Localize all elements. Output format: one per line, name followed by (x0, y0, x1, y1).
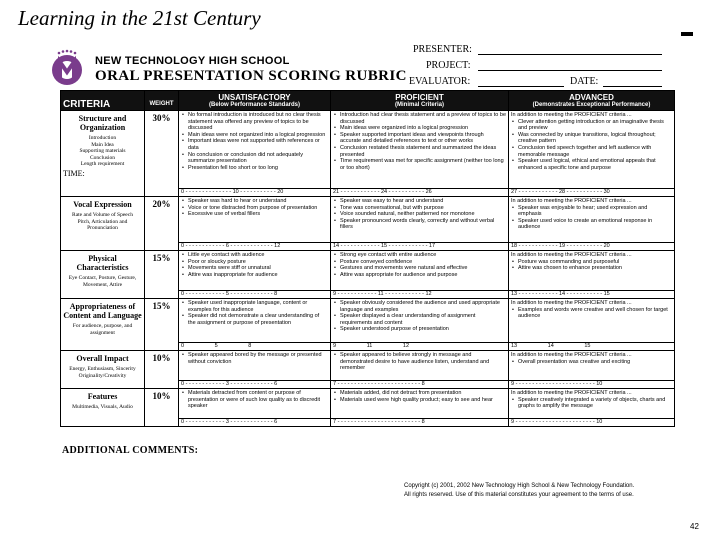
proficient-score-scale[interactable]: 9 - - - - - - - - - - - - 11 - - - - - - - - - - - - 12 (331, 291, 509, 299)
copyright-line: Copyright (c) 2001, 2002 New Technology High School & New Technology Foundation. (404, 483, 635, 489)
unsatisfactory-cell (179, 351, 331, 381)
rubric-row (61, 351, 675, 381)
proficient-subtitle: (Minimal Criteria) (394, 102, 444, 108)
advanced-cell (509, 299, 675, 343)
advanced-score-scale[interactable]: 9 - - - - - - - - - - - - - - - - - - - - - - - - 10 (509, 381, 675, 389)
unsatisfactory-title: UNSATISFACTORY (218, 93, 291, 102)
copyright-terms: All rights reserved. Use of this material constitutes your agreement to the terms of use. (404, 492, 634, 498)
proficient-cell (331, 251, 509, 291)
evaluator-label: EVALUATOR: (409, 76, 471, 87)
criterion-bullet: • Excessive use of verbal fillers (181, 211, 328, 218)
criterion-bullet: • No formal introduction is introduced but no clear thesis statement was offered any preview of topics to be discussed (181, 112, 328, 132)
criterion-bullet: • Speaker used voice to create an emotional response in audience (511, 218, 672, 231)
criterion-bullet: • Examples and words were creative and well chosen for target audience (511, 307, 672, 320)
criterion-name: Structure and Organization (78, 114, 127, 132)
criterion-details: Eye Contact, Posture, Gesture, Movement, Attire (68, 275, 137, 288)
criterion-bullet: • Speaker appeared to believe strongly in message and demonstrated desire to have audience listen, understand and remember (333, 352, 506, 372)
rubric-row (61, 111, 675, 189)
criterion-name: Physical Characteristics (76, 254, 129, 272)
proficient-score-scale[interactable]: 14 - - - - - - - - - - - - 15 - - - - - - - - - - - - 17 (331, 243, 509, 251)
criterion-bullet: • Main ideas were not organized into a logical progression (181, 132, 328, 139)
criterion-bullet: • Presentation fell too short or too long (181, 165, 328, 172)
proficient-cell (331, 197, 509, 243)
unsatisfactory-cell (179, 197, 331, 243)
criterion-bullet: • Voice or tone distracted from purpose of presentation (181, 205, 328, 212)
criterion-bullet: • Speaker obviously considered the audience and used appropriate language and examples (333, 300, 506, 313)
advanced-intro: In addition to meeting the PROFICIENT criteria ... (511, 252, 632, 258)
rubric-row (61, 197, 675, 243)
criterion-name: Vocal Expression (73, 200, 132, 209)
criterion-bullet: • Speaker appeared bored by the message or presented without conviction (181, 352, 328, 365)
advanced-score-scale[interactable]: 18 - - - - - - - - - - - - 19 - - - - - - - - - - - 20 (509, 243, 675, 251)
unsatisfactory-cell (179, 389, 331, 419)
unsatisfactory-score-scale[interactable]: 0 - - - - - - - - - - - - 6 - - - - - - - - - - - - - 12 (179, 243, 331, 251)
weight-cell: 30% (145, 111, 179, 197)
unsatisfactory-score-scale[interactable]: 0 - - - - - - - - - - - - 3 - - - - - - - - - - - - - 6 (179, 419, 331, 427)
proficient-header (331, 91, 509, 111)
advanced-cell (509, 111, 675, 189)
time-label: TIME: (63, 168, 85, 178)
proficient-cell (331, 389, 509, 419)
rubric-row (61, 251, 675, 291)
unsatisfactory-score-scale[interactable]: 0 - - - - - - - - - - - - 5 - - - - - - - - - - - - - 8 (179, 291, 331, 299)
criterion-bullet: • Materials added, did not detract from presentation (333, 390, 506, 397)
criterion-bullet: • Speaker was enjoyable to hear; used expression and emphasis (511, 205, 672, 218)
criterion-cell (61, 251, 145, 299)
unsatisfactory-header (179, 91, 331, 111)
proficient-score-scale[interactable]: 21 - - - - - - - - - - - - 24 - - - - - - - - - - - 26 (331, 189, 509, 197)
advanced-cell (509, 197, 675, 243)
project-field[interactable] (478, 70, 662, 71)
criterion-bullet: • Speaker was easy to hear and understand (333, 198, 506, 205)
evaluator-field[interactable] (478, 86, 564, 87)
advanced-cell (509, 351, 675, 381)
criterion-bullet: • Important ideas were not supported with references or data (181, 138, 328, 151)
proficient-cell (331, 299, 509, 343)
criterion-bullet: • Attire was chosen to enhance presentation (511, 265, 672, 272)
criterion-bullet: • Attire was inappropriate for audience (181, 272, 328, 279)
page-number: 42 (690, 522, 699, 531)
date-field[interactable] (603, 86, 662, 87)
criterion-details: Multimedia, Visuals, Audio (72, 404, 133, 410)
school-logo-icon (50, 48, 84, 88)
rubric-table (60, 90, 674, 440)
corner-mark (681, 32, 693, 36)
unsatisfactory-score-scale[interactable]: 0 5 8 (179, 343, 331, 351)
criterion-bullet: • Tone was conversational, but with purpose (333, 205, 506, 212)
advanced-header (509, 91, 675, 111)
rubric-title: ORAL PRESENTATION SCORING RUBRIC (95, 68, 407, 84)
unsatisfactory-cell (179, 111, 331, 189)
criterion-bullet: • Main ideas were organized into a logical progression (333, 125, 506, 132)
criterion-bullet: • Speaker supported important ideas and viewpoints through accurate and detailed references to text or other works (333, 132, 506, 145)
weight-cell: 10% (145, 389, 179, 427)
advanced-subtitle: (Demonstrates Exceptional Performance) (532, 102, 651, 108)
criterion-bullet: • Speaker creatively integrated a variety of objects, charts and graphs to amplify the message (511, 397, 672, 410)
criterion-bullet: • Movements were stiff or unnatural (181, 265, 328, 272)
criterion-details: Rate and Volume of Speech Pitch, Articulation and Pronunciation (72, 212, 133, 231)
criterion-name: Features (87, 392, 118, 401)
unsatisfactory-score-scale[interactable]: 0 - - - - - - - - - - - - 3 - - - - - - - - - - - - - 6 (179, 381, 331, 389)
criterion-details: Energy, Enthusiasm, Sincerity Originality/Creativity (69, 366, 136, 379)
date-label: DATE: (570, 76, 599, 87)
proficient-score-scale[interactable]: 7 - - - - - - - - - - - - - - - - - - - - - - - - - 8 (331, 419, 509, 427)
criterion-bullet: • Speaker understood purpose of presentation (333, 326, 506, 333)
criterion-bullet: • Speaker was hard to hear or understand (181, 198, 328, 205)
criterion-bullet: • No conclusion or conclusion did not adequately summarize presentation (181, 152, 328, 165)
weight-cell: 15% (145, 251, 179, 299)
weight-cell: 15% (145, 299, 179, 351)
criterion-details: Introduction Main Idea Supporting materials Conclusion Length requirement (79, 135, 126, 167)
proficient-cell (331, 351, 509, 381)
advanced-intro: In addition to meeting the PROFICIENT criteria ... (511, 390, 632, 396)
unsatisfactory-score-scale[interactable]: 0 - - - - - - - - - - - - - - 10 - - - - - - - - - - - 20 (179, 189, 331, 197)
weight-cell: 10% (145, 351, 179, 389)
criterion-bullet: • Speaker used inappropriate language, content or examples for this audience (181, 300, 328, 313)
advanced-intro: In addition to meeting the PROFICIENT criteria ... (511, 300, 632, 306)
weight-header: WEIGHT (145, 91, 179, 111)
slide-title: Learning in the 21st Century (18, 6, 261, 30)
criterion-bullet: • Conclusion tied speech together and left audience with memorable message (511, 145, 672, 158)
criterion-name: Appropriateness of Content and Language (63, 302, 142, 320)
advanced-cell (509, 389, 675, 419)
criterion-cell (61, 389, 145, 427)
advanced-title: ADVANCED (569, 93, 614, 102)
criterion-bullet: • Conclusion restated thesis statement and summarized the ideas presented (333, 145, 506, 158)
proficient-cell (331, 111, 509, 189)
unsatisfactory-subtitle: (Below Performance Standards) (208, 102, 301, 108)
criterion-cell (61, 197, 145, 251)
criterion-cell (61, 111, 145, 197)
criterion-bullet: • Posture conveyed confidence (333, 259, 506, 266)
advanced-cell (509, 251, 675, 291)
criterion-bullet: • Posture was commanding and purposeful (511, 259, 672, 266)
advanced-intro: In addition to meeting the PROFICIENT criteria ... (511, 198, 632, 204)
criterion-bullet: • Introduction had clear thesis statement and a preview of topics to be discussed (333, 112, 506, 125)
advanced-score-scale[interactable]: 13 - - - - - - - - - - - - 14 - - - - - - - - - - - 15 (509, 291, 675, 299)
criterion-bullet: • Strong eye contact with entire audience (333, 252, 506, 259)
school-name: NEW TECHNOLOGY HIGH SCHOOL (95, 55, 290, 67)
criterion-bullet: • Little eye contact with audience (181, 252, 328, 259)
advanced-score-scale[interactable]: 27 - - - - - - - - - - - - 28 - - - - - - - - - - - 30 (509, 189, 675, 197)
criterion-name: Overall Impact (76, 354, 129, 363)
advanced-intro: In addition to meeting the PROFICIENT criteria ... (511, 352, 632, 358)
table-header-row (61, 91, 675, 111)
criteria-header: CRITERIA (61, 91, 145, 111)
criterion-bullet: • Clever attention getting introduction or an imaginative thesis and preview (511, 119, 672, 132)
advanced-score-scale[interactable]: 13 14 15 (509, 343, 675, 351)
criterion-bullet: • Time requirement was met for specific assignment (neither too long or too short) (333, 158, 506, 171)
rubric-row (61, 299, 675, 343)
criterion-cell (61, 351, 145, 389)
criterion-bullet: • Voice sounded natural, neither patterned nor monotone (333, 211, 506, 218)
copyright-notice (404, 482, 704, 500)
criterion-bullet: • Overall presentation was creative and exciting (511, 359, 672, 366)
criterion-bullet: • Speaker used logical, ethical and emotional appeals that enhanced a specific tone and purpose (511, 158, 672, 171)
project-label: PROJECT: (426, 60, 471, 71)
proficient-score-scale[interactable]: 7 - - - - - - - - - - - - - - - - - - - - - - - - - 8 (331, 381, 509, 389)
unsatisfactory-cell (179, 299, 331, 343)
rubric-row (61, 389, 675, 419)
proficient-title: PROFICIENT (395, 93, 444, 102)
criterion-bullet: • Gestures and movements were natural and effective (333, 265, 506, 272)
presenter-field[interactable] (478, 54, 662, 55)
presenter-label: PRESENTER: (413, 44, 472, 55)
weight-cell: 20% (145, 197, 179, 251)
advanced-intro: In addition to meeting the PROFICIENT criteria ... (511, 112, 632, 118)
proficient-score-scale[interactable]: 9 11 12 (331, 343, 509, 351)
criterion-bullet: • Speaker did not demonstrate a clear understanding of the assignment or purpose of presentation (181, 313, 328, 326)
additional-comments-label: ADDITIONAL COMMENTS: (62, 445, 199, 456)
advanced-score-scale[interactable]: 9 - - - - - - - - - - - - - - - - - - - - - - - - 10 (509, 419, 675, 427)
criterion-bullet: • Speaker displayed a clear understanding of assignment requirements and content (333, 313, 506, 326)
criterion-bullet: • Was connected by unique transitions, logical throughout; creative pattern (511, 132, 672, 145)
criterion-bullet: • Poor or sloucky posture (181, 259, 328, 266)
criterion-bullet: • Materials used were high quality product; easy to see and hear (333, 397, 506, 404)
criterion-bullet: • Attire was appropriate for audience and purpose (333, 272, 506, 279)
criterion-cell (61, 299, 145, 351)
criterion-details: For audience, purpose, and assignment (72, 323, 133, 336)
criterion-bullet: • Materials detracted from content or purpose of presentation or were of such low quality as to discredit speaker (181, 390, 328, 410)
criterion-bullet: • Speaker pronounced words clearly, correctly and without verbal fillers (333, 218, 506, 231)
unsatisfactory-cell (179, 251, 331, 291)
